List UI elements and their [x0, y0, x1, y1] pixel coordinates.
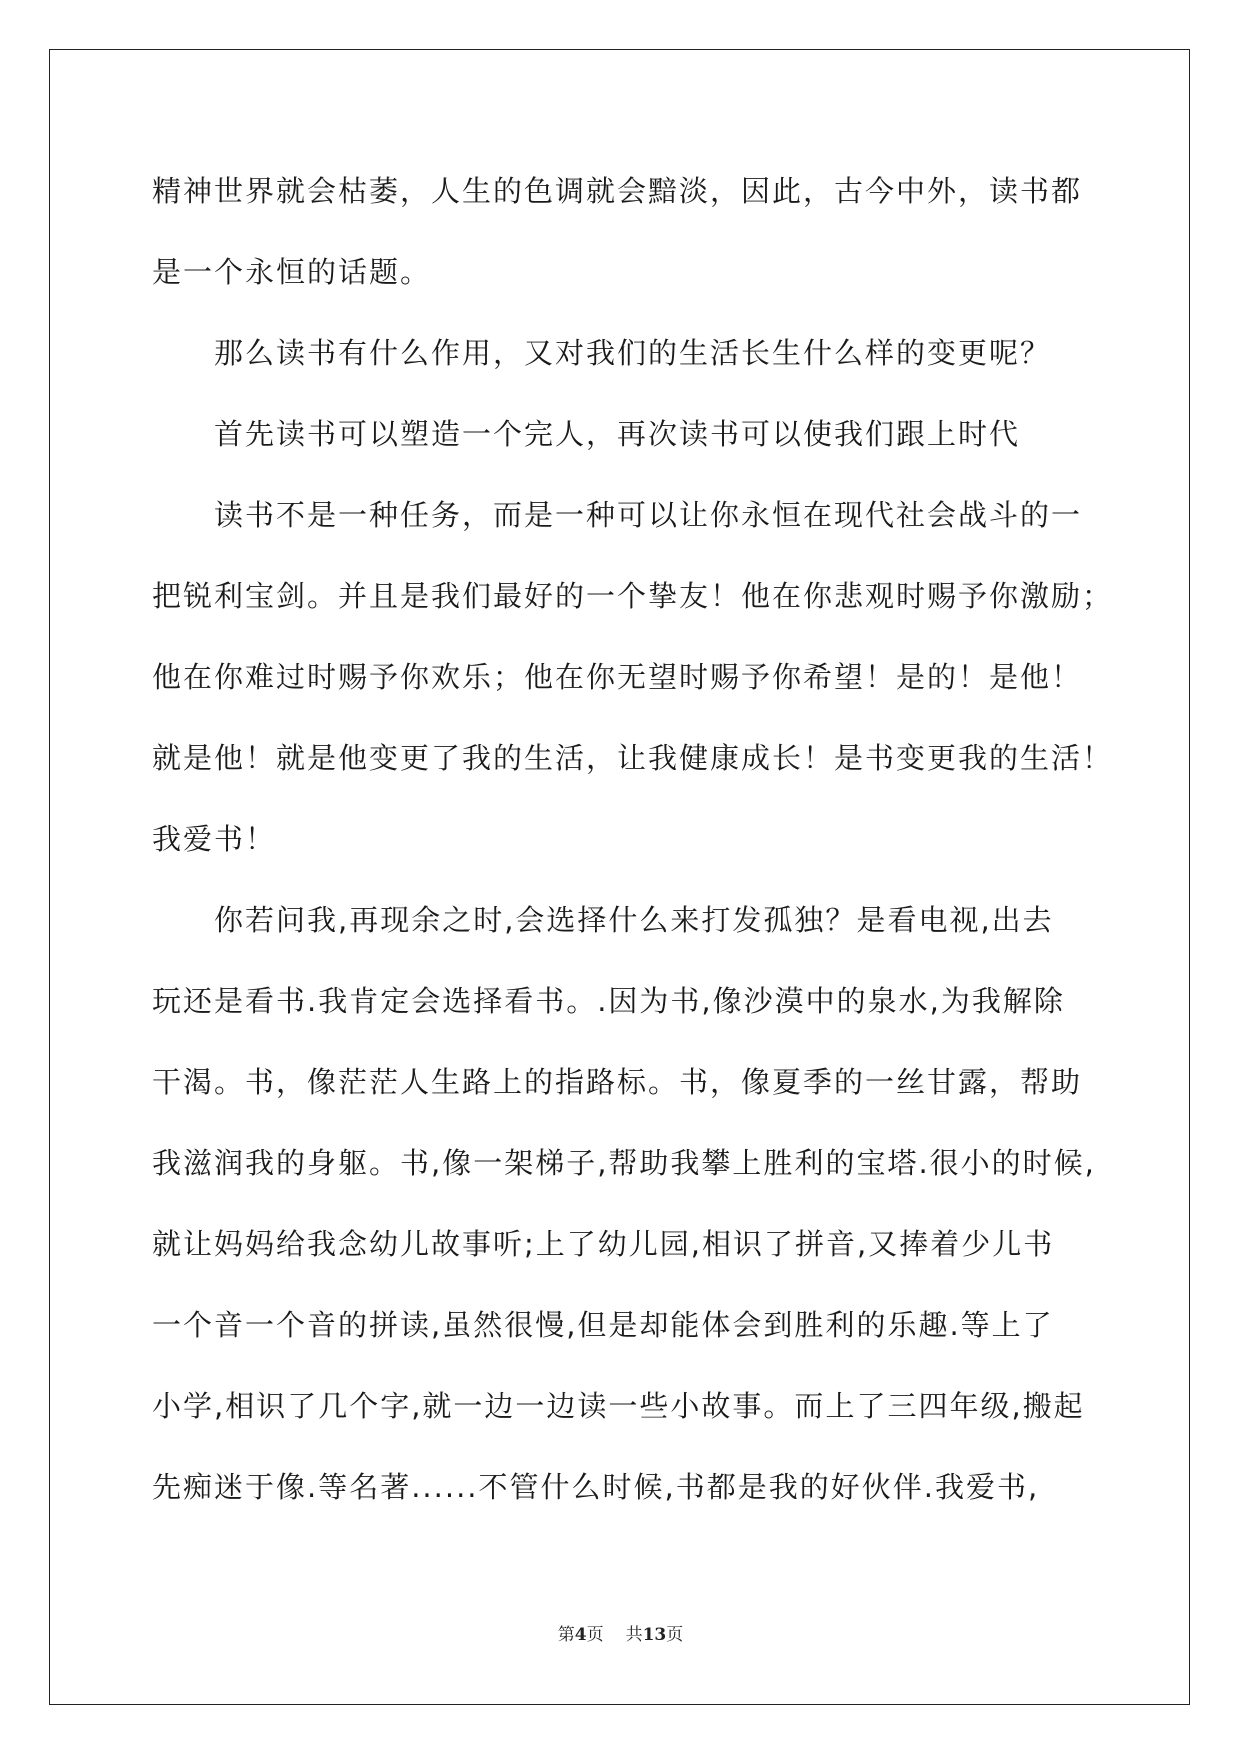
text-line: 一个音一个音的拼读,虽然很慢,但是却能体会到胜利的乐趣.等上了 [152, 1308, 1054, 1342]
total-pages: 13 [642, 1625, 667, 1645]
text-line: 干渴。书，像茫茫人生路上的指路标。书，像夏季的一丝甘露，帮助 [152, 1065, 1083, 1099]
text-line: 他在你难过时赐予你欢乐；他在你无望时赐予你希望！是的！是他！ [152, 660, 1083, 694]
text-line: 小学,相识了几个字,就一边一边读一些小故事。而上了三四年级,搬起 [152, 1389, 1085, 1423]
document-body [152, 158, 1112, 1535]
text-line: 那么读书有什么作用，又对我们的生活长生什么样的变更呢？ [214, 336, 1052, 370]
text-line: 精神世界就会枯萎，人生的色调就会黯淡，因此，古今中外，读书都 [152, 174, 1083, 208]
page-footer [0, 1620, 1241, 1645]
text-line: 读书不是一种任务，而是一种可以让你永恒在现代社会战斗的一 [214, 498, 1083, 532]
text-line: 玩还是看书.我肯定会选择看书。.因为书,像沙漠中的泉水,为我解除 [152, 984, 1065, 1018]
text-line: 我滋润我的身躯。书,像一架梯子,帮助我攀上胜利的宝塔.很小的时候, [152, 1146, 1096, 1180]
total-prefix: 共 [625, 1625, 643, 1645]
page-number: 4 [574, 1625, 587, 1645]
text-line: 就让妈妈给我念幼儿故事听;上了幼儿园,相识了拼音,又捧着少儿书 [152, 1227, 1055, 1261]
page-prefix: 第 [557, 1625, 575, 1645]
text-line: 你若问我,再现余之时,会选择什么来打发孤独？是看电视,出去 [214, 903, 1054, 937]
text-line: 把锐利宝剑。并且是我们最好的一个挚友！他在你悲观时赐予你激励； [152, 579, 1114, 613]
total-suffix: 页 [666, 1625, 684, 1645]
text-line: 先痴迷于像.等名著......不管什么时候,书都是我的好伙伴.我爱书, [152, 1470, 1040, 1504]
text-line: 是一个永恒的话题。 [152, 255, 432, 289]
page-suffix: 页 [586, 1625, 604, 1645]
text-line: 就是他！就是他变更了我的生活，让我健康成长！是书变更我的生活！ [152, 741, 1114, 775]
text-line: 我爱书！ [152, 822, 277, 856]
text-line: 首先读书可以塑造一个完人，再次读书可以使我们跟上时代 [214, 417, 1021, 451]
